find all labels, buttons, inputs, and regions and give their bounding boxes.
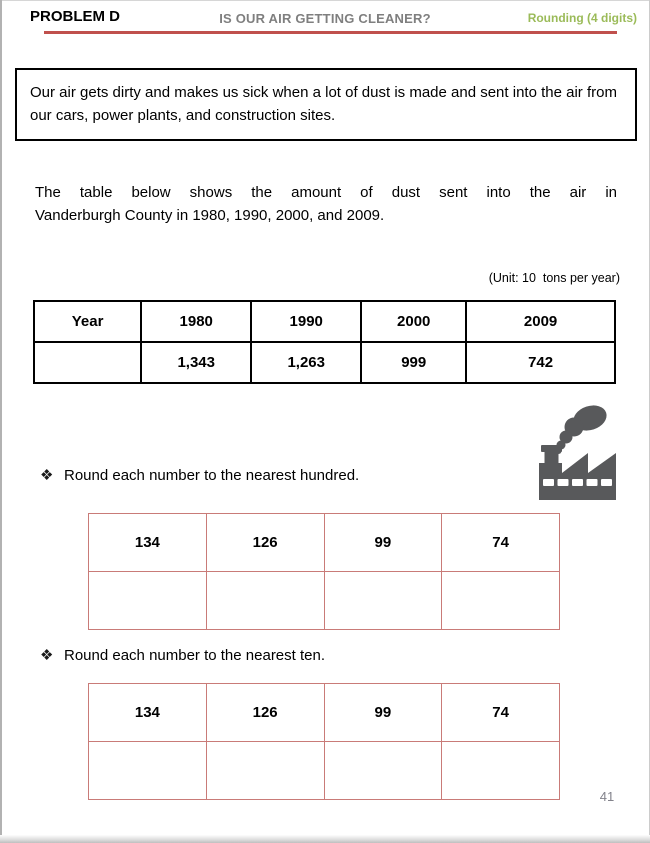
task2-instruction: Round each number to the nearest ten. [64, 647, 326, 664]
value-cell-1990: 1,263 [251, 342, 361, 383]
page-edge-top [0, 0, 650, 1]
paragraph-line-1: The table below shows the amount of dust sent into the air in [35, 184, 617, 201]
diamond-bullet-icon: ❖ [40, 467, 54, 484]
description-paragraph [35, 182, 617, 227]
task1-answer-cell-1 [206, 572, 324, 630]
page-title: IS OUR AIR GETTING CLEANER? [219, 11, 431, 26]
header-cell-1990: 1990 [251, 301, 361, 342]
value-cell-2009: 742 [466, 342, 615, 383]
header-cell-1980: 1980 [141, 301, 251, 342]
task1-answer-table [88, 513, 560, 630]
table-value-row [34, 342, 615, 383]
task1-value-1: 126 [206, 514, 324, 572]
value-cell-label [34, 342, 141, 383]
header-cell-2009: 2009 [466, 301, 615, 342]
page-edge-bottom [0, 835, 650, 843]
dust-data-table [33, 300, 616, 384]
value-cell-2000: 999 [361, 342, 466, 383]
task2-value-row [89, 684, 560, 742]
task1-value-3: 74 [442, 514, 560, 572]
unit-note: (Unit: 10 tons per year) [488, 271, 620, 285]
task1-value-0: 134 [89, 514, 207, 572]
page-number: 41 [599, 789, 615, 804]
problem-label: PROBLEM D [30, 8, 120, 25]
task1-instruction: Round each number to the nearest hundred. [64, 467, 360, 484]
header-cell-2000: 2000 [361, 301, 466, 342]
page-edge-left [0, 0, 2, 843]
task2-answer-cell-3 [442, 742, 560, 800]
task2-value-2: 99 [324, 684, 442, 742]
task2-answer-cell-0 [89, 742, 207, 800]
intro-text: Our air gets dirty and makes us sick when a lot of dust is made and sent into the air from our cars, power plants, and construction sites. [30, 84, 617, 125]
task1-answer-cell-3 [442, 572, 560, 630]
task2-answer-cell-1 [206, 742, 324, 800]
task1-answer-cell-2 [324, 572, 442, 630]
header-cell-year: Year [34, 301, 141, 342]
task1-value-2: 99 [324, 514, 442, 572]
task2-answer-table [88, 683, 560, 800]
task2-answer-row [89, 742, 560, 800]
task1-value-row [89, 514, 560, 572]
task2-answer-cell-2 [324, 742, 442, 800]
table-header-row [34, 301, 615, 342]
value-cell-1980: 1,343 [141, 342, 251, 383]
header-rule [44, 31, 617, 34]
task1-answer-cell-0 [89, 572, 207, 630]
task1-instruction-line [40, 466, 359, 484]
topic-label: Rounding (4 digits) [527, 11, 637, 25]
factory-icon [528, 399, 624, 501]
intro-box [15, 68, 637, 141]
diamond-bullet-icon: ❖ [40, 647, 54, 664]
task1-answer-row [89, 572, 560, 630]
task2-value-1: 126 [206, 684, 324, 742]
task2-value-3: 74 [442, 684, 560, 742]
task2-value-0: 134 [89, 684, 207, 742]
paragraph-line-2: Vanderburgh County in 1980, 1990, 2000, and 2009. [35, 206, 385, 224]
task2-instruction-line [40, 646, 325, 664]
